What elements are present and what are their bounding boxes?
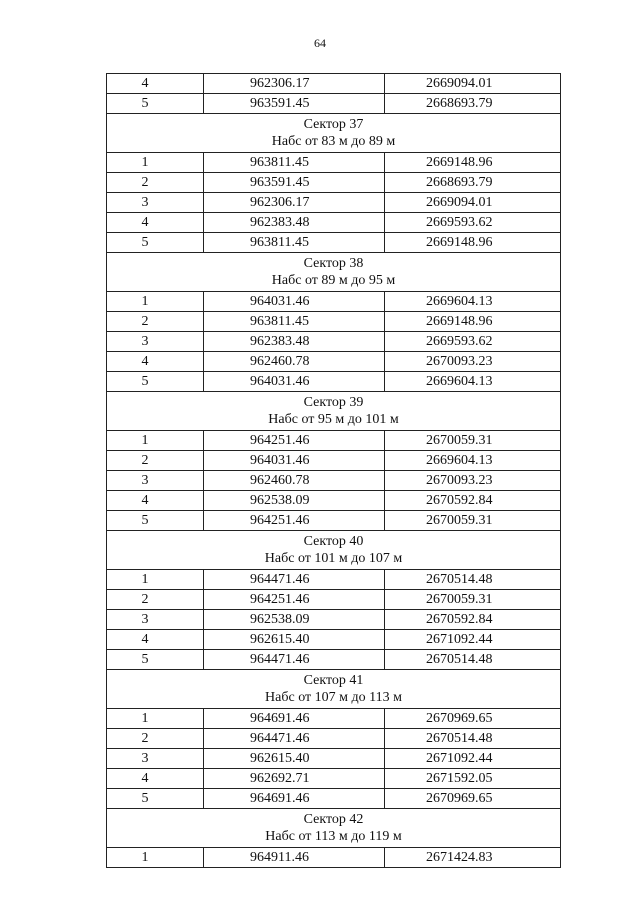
sector-header-row [107,392,561,431]
x-coordinate-cell: 964471.46 [204,729,385,749]
sector-header-row [107,531,561,570]
y-coordinate-cell: 2669604.13 [385,372,561,392]
y-coordinate-cell: 2669604.13 [385,292,561,312]
x-coordinate-cell: 964251.46 [204,590,385,610]
sector-title: Сектор 40 [303,534,364,549]
table-row [107,153,561,173]
point-number-cell: 1 [107,848,204,868]
point-number-cell: 1 [107,570,204,590]
point-number-cell: 3 [107,749,204,769]
x-coordinate-cell: 963591.45 [204,173,385,193]
y-coordinate-cell: 2669148.96 [385,312,561,332]
point-number-cell: 2 [107,590,204,610]
x-coordinate-cell: 964471.46 [204,570,385,590]
y-coordinate-cell: 2670514.48 [385,650,561,670]
y-coordinate-cell: 2671592.05 [385,769,561,789]
table-row [107,193,561,213]
point-number-cell: 4 [107,491,204,511]
table-row [107,590,561,610]
x-coordinate-cell: 964471.46 [204,650,385,670]
point-number-cell: 2 [107,451,204,471]
y-coordinate-cell: 2670969.65 [385,789,561,809]
sector-header-cell [107,114,561,153]
x-coordinate-cell: 964031.46 [204,451,385,471]
x-coordinate-cell: 962615.40 [204,749,385,769]
table-row [107,848,561,868]
y-coordinate-cell: 2670093.23 [385,471,561,491]
table-row [107,94,561,114]
sector-height-range: Набс от 101 м до 107 м [264,551,403,566]
sector-title: Сектор 37 [303,117,364,132]
x-coordinate-cell: 962538.09 [204,491,385,511]
table-row [107,173,561,193]
y-coordinate-cell: 2669604.13 [385,451,561,471]
y-coordinate-cell: 2669593.62 [385,332,561,352]
x-coordinate-cell: 964911.46 [204,848,385,868]
table-row [107,352,561,372]
y-coordinate-cell: 2671092.44 [385,749,561,769]
point-number-cell: 1 [107,153,204,173]
table-row [107,570,561,590]
table-row [107,630,561,650]
table-row [107,332,561,352]
point-number-cell: 2 [107,729,204,749]
table-row [107,292,561,312]
table-row [107,451,561,471]
sector-header-row [107,670,561,709]
y-coordinate-cell: 2670592.84 [385,491,561,511]
table-row [107,233,561,253]
sector-height-range: Набс от 107 м до 113 м [265,690,402,705]
point-number-cell: 3 [107,193,204,213]
sector-title: Сектор 41 [303,673,364,688]
table-row [107,491,561,511]
table-row [107,729,561,749]
x-coordinate-cell: 962383.48 [204,213,385,233]
y-coordinate-cell: 2669148.96 [385,233,561,253]
point-number-cell: 1 [107,709,204,729]
table-row [107,650,561,670]
point-number-cell: 5 [107,233,204,253]
point-number-cell: 3 [107,471,204,491]
table-row [107,312,561,332]
x-coordinate-cell: 962538.09 [204,610,385,630]
point-number-cell: 5 [107,789,204,809]
x-coordinate-cell: 962460.78 [204,471,385,491]
y-coordinate-cell: 2670514.48 [385,729,561,749]
y-coordinate-cell: 2670969.65 [385,709,561,729]
sector-title: Сектор 38 [303,256,364,271]
sector-height-range: Набс от 95 м до 101 м [268,412,399,427]
table-row [107,610,561,630]
point-number-cell: 1 [107,431,204,451]
coordinates-table-body [107,74,561,868]
sector-height-range: Набс от 113 м до 119 м [265,829,402,844]
x-coordinate-cell: 964031.46 [204,372,385,392]
table-row [107,511,561,531]
y-coordinate-cell: 2669148.96 [385,153,561,173]
table-row [107,471,561,491]
sector-header-cell [107,253,561,292]
table-row [107,372,561,392]
table-row [107,431,561,451]
sector-header-row [107,809,561,848]
x-coordinate-cell: 964691.46 [204,709,385,729]
table-row [107,749,561,769]
point-number-cell: 5 [107,94,204,114]
y-coordinate-cell: 2671424.83 [385,848,561,868]
x-coordinate-cell: 964251.46 [204,511,385,531]
coordinates-table [106,73,561,868]
sector-header-cell [107,531,561,570]
x-coordinate-cell: 962615.40 [204,630,385,650]
sector-header-cell [107,392,561,431]
y-coordinate-cell: 2670514.48 [385,570,561,590]
x-coordinate-cell: 962383.48 [204,332,385,352]
page-number: 64 [314,36,326,50]
y-coordinate-cell: 2668693.79 [385,94,561,114]
y-coordinate-cell: 2670093.23 [385,352,561,372]
y-coordinate-cell: 2671092.44 [385,630,561,650]
x-coordinate-cell: 962306.17 [204,74,385,94]
x-coordinate-cell: 963811.45 [204,153,385,173]
table-row [107,213,561,233]
sector-header-row [107,253,561,292]
point-number-cell: 2 [107,312,204,332]
x-coordinate-cell: 962306.17 [204,193,385,213]
sector-height-range: Набс от 89 м до 95 м [271,273,396,288]
y-coordinate-cell: 2670059.31 [385,511,561,531]
point-number-cell: 2 [107,173,204,193]
point-number-cell: 5 [107,372,204,392]
y-coordinate-cell: 2668693.79 [385,173,561,193]
sector-header-cell [107,670,561,709]
sector-header-row [107,114,561,153]
point-number-cell: 3 [107,610,204,630]
y-coordinate-cell: 2670592.84 [385,610,561,630]
sector-title: Сектор 42 [303,812,364,827]
y-coordinate-cell: 2670059.31 [385,431,561,451]
sector-height-range: Набс от 83 м до 89 м [271,134,396,149]
point-number-cell: 4 [107,74,204,94]
table-row [107,74,561,94]
point-number-cell: 1 [107,292,204,312]
point-number-cell: 3 [107,332,204,352]
x-coordinate-cell: 964251.46 [204,431,385,451]
y-coordinate-cell: 2669094.01 [385,74,561,94]
point-number-cell: 4 [107,630,204,650]
point-number-cell: 4 [107,213,204,233]
table-row [107,789,561,809]
x-coordinate-cell: 962460.78 [204,352,385,372]
x-coordinate-cell: 963591.45 [204,94,385,114]
table-row [107,709,561,729]
x-coordinate-cell: 962692.71 [204,769,385,789]
y-coordinate-cell: 2669593.62 [385,213,561,233]
x-coordinate-cell: 964031.46 [204,292,385,312]
x-coordinate-cell: 963811.45 [204,233,385,253]
point-number-cell: 5 [107,650,204,670]
point-number-cell: 4 [107,769,204,789]
point-number-cell: 5 [107,511,204,531]
point-number-cell: 4 [107,352,204,372]
x-coordinate-cell: 964691.46 [204,789,385,809]
y-coordinate-cell: 2669094.01 [385,193,561,213]
x-coordinate-cell: 963811.45 [204,312,385,332]
sector-title: Сектор 39 [303,395,364,410]
y-coordinate-cell: 2670059.31 [385,590,561,610]
table-row [107,769,561,789]
sector-header-cell [107,809,561,848]
